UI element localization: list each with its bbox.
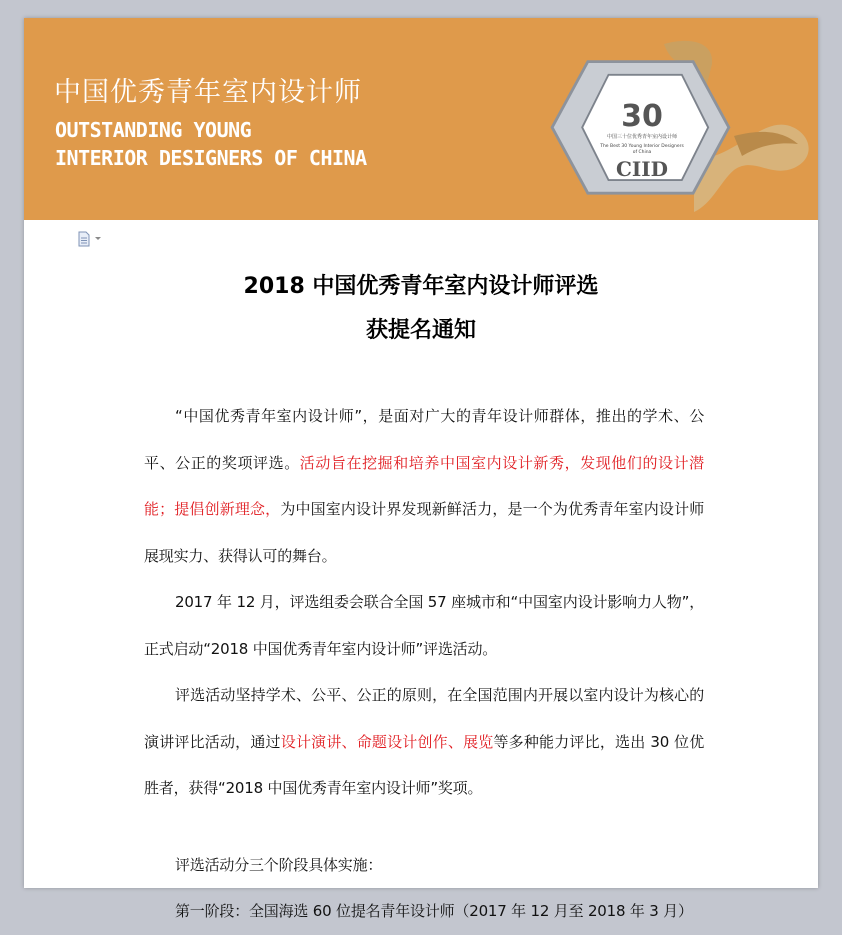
paragraph-intro-highlight: 活动旨在挖掘和培养中国室内设计新秀，发现他们的设计潜能；提倡创新理念， xyxy=(144,453,704,518)
paragraph-principles xyxy=(144,672,704,812)
document-menu-button[interactable] xyxy=(77,231,107,247)
badge-en-label-2: of China xyxy=(632,150,652,155)
banner-title-cn: 中国优秀青年室内设计师 xyxy=(54,77,362,108)
badge-cn-label: 中国三十位优秀青年室内设计师 xyxy=(606,134,678,140)
badge-logo: CIID xyxy=(616,157,668,181)
document-body xyxy=(144,393,704,935)
header-banner xyxy=(24,18,818,220)
spacer xyxy=(144,812,704,842)
paragraph-principles-highlight: 设计演讲、命题设计创作、展览 xyxy=(280,732,494,751)
document-page xyxy=(24,18,818,920)
document-title: 2018 中国优秀青年室内设计师评选 xyxy=(243,274,599,299)
paragraph-intro-text: “中国优秀青年室内设计师”，是面对广大的青年设计师群体，推出的学术、公平、公正的奖项评选。 xyxy=(144,407,704,472)
paragraph-principles-text: 评选活动坚持学术、公平、公正的原则，在全国范围内开展以室内设计为核心的演讲评比活动，通过 xyxy=(144,686,704,751)
document-icon xyxy=(79,232,89,246)
award-badge xyxy=(544,36,818,220)
paragraph-intro xyxy=(144,393,704,579)
badge-en-label-1: The Best 30 Young Interior Designers xyxy=(600,144,684,149)
banner-title-en-line2: INTERIOR DESIGNERS OF CHINA xyxy=(55,146,367,170)
paragraph-launch: 2017 年 12 月，评选组委会联合全国 57 座城市和“中国室内设计影响力人物”，正式启动“2018 中国优秀青年室内设计师”评选活动。 xyxy=(144,593,704,658)
document-subtitle: 获提名通知 xyxy=(365,318,476,343)
banner-title-en-line1: OUTSTANDING YOUNG xyxy=(55,118,252,142)
paragraph-stages: 评选活动分三个阶段具体实施： xyxy=(175,855,383,874)
paragraph-intro-text-end: 为中国室内设计界发现新鲜活力，是一个为优秀青年室内设计师展现实力、获得认可的舞台。 xyxy=(144,500,705,565)
chevron-down-icon xyxy=(95,237,101,240)
badge-number: 30 xyxy=(621,99,663,134)
paragraph-principles-text-end: 等多种能力评比，选出 30 位优胜者，获得“2018 中国优秀青年室内设计师”奖项。 xyxy=(144,732,705,797)
paragraph-stage-one: 第一阶段：全国海选 60 位提名青年设计师（2017 年 12 月至 2018 年 3 月） xyxy=(175,902,693,920)
